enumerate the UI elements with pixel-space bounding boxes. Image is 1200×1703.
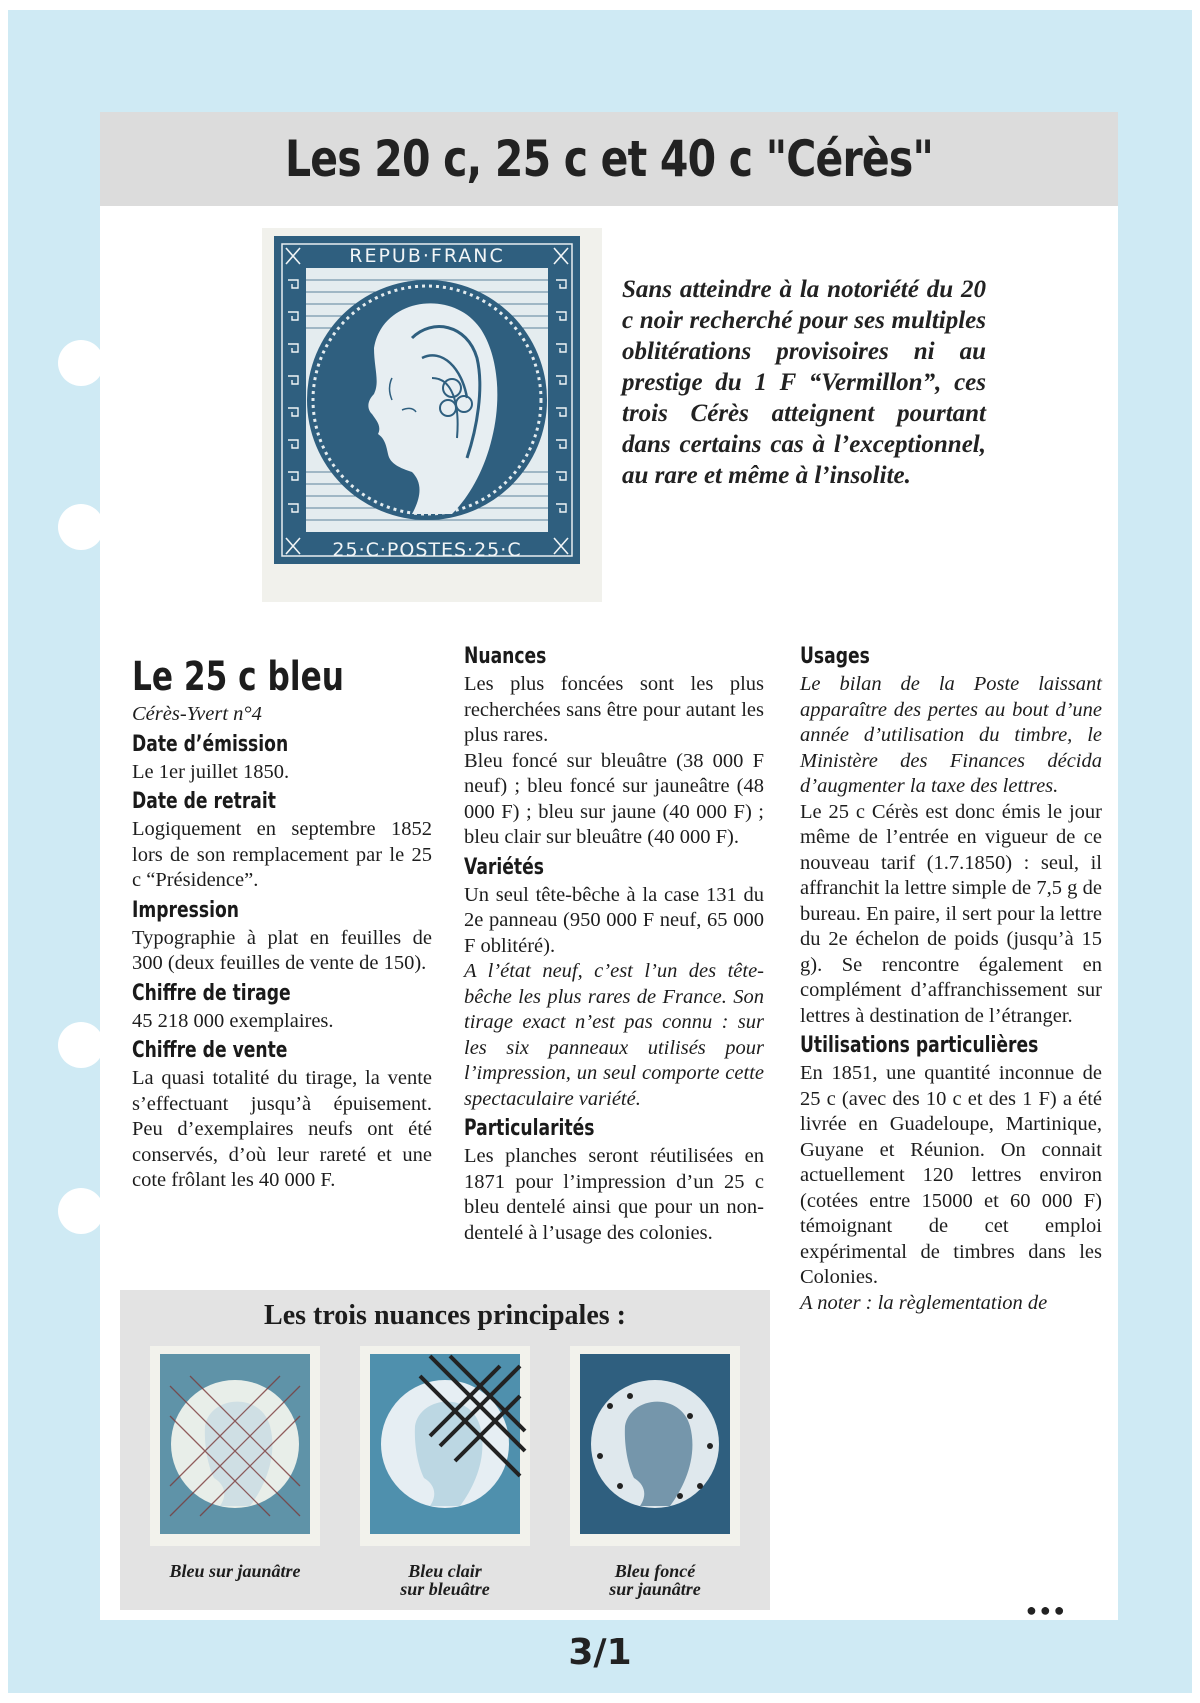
binder-hole bbox=[58, 1188, 104, 1234]
heading-emission: Date d’émission bbox=[132, 731, 289, 757]
heading-nuances: Nuances bbox=[464, 644, 547, 669]
page-number: 3/1 bbox=[568, 1632, 632, 1673]
heading-utilisations: Utilisations particulières bbox=[800, 1033, 1039, 1058]
column-1 bbox=[132, 652, 432, 1194]
continued-marker: ●●● bbox=[1026, 1600, 1068, 1620]
title-banner bbox=[100, 112, 1118, 206]
heading-tirage: Chiffre de tirage bbox=[132, 980, 291, 1006]
shades-panel bbox=[120, 1290, 770, 1610]
page-title: Les 20 c, 25 c et 40 c "Cérès" bbox=[284, 130, 934, 188]
shade-caption-3-line-1: Bleu foncé bbox=[614, 1561, 696, 1581]
stamp-top-text: REPUB·FRANC bbox=[349, 245, 505, 267]
shade-caption-3-line-2: sur jaunâtre bbox=[609, 1579, 701, 1599]
shade-caption-3 bbox=[560, 1562, 750, 1598]
binder-hole bbox=[58, 1022, 104, 1068]
heading-particularites: Particularités bbox=[464, 1116, 595, 1141]
text-varietes-note: A l’état neuf, c’est l’un des tête-bêche les plus rares de France. Son tirage exact n’est pas connu : sur les six panneaux utilisés pour l’impression, un seul comporte cette spectaculaire variété. bbox=[464, 960, 764, 1110]
shade-caption-1-line-1: Bleu sur jaunâtre bbox=[169, 1561, 301, 1581]
lead-paragraph: Sans atteindre à la notoriété du 20 c noir recherché pour ses multiples oblitérations provisoires ni au prestige du 1 F “Vermillon”, ces trois Cérès atteignent pourtant dans certains cas à l’exceptionnel, au rare et même à l’insolite. bbox=[622, 276, 986, 489]
page bbox=[100, 112, 1118, 1620]
shade-caption-2 bbox=[350, 1562, 540, 1598]
shades-title: Les trois nuances principales : bbox=[264, 1300, 626, 1331]
column-2 bbox=[464, 640, 764, 1246]
section-title: Le 25 c bleu bbox=[132, 654, 344, 700]
heading-retrait: Date de retrait bbox=[132, 789, 276, 814]
shade-caption-2-line-2: sur bleuâtre bbox=[400, 1579, 490, 1599]
text-varietes: Un seul tête-bêche à la case 131 du 2e panneau (950 000 F neuf, 65 000 F oblitéré). bbox=[464, 883, 764, 957]
text-utilisations: En 1851, une quantité inconnue de 25 c (avec des 10 c et des 1 F) a été livrée en Guadeloupe, Martinique, Guyane et Réunion. On connait actuellement 120 lettres environ (cotées entre 15000 et 60 000 F) témoignant de cet emploi expérimental de timbres dans les Colonies. bbox=[800, 1062, 1102, 1288]
text-utilisations-note: A noter : la règlementation de bbox=[800, 1291, 1048, 1314]
column-3 bbox=[800, 640, 1102, 1316]
text-retrait: Logiquement en septembre 1852 lors de son remplacement par le 25 c “Présidence”. bbox=[132, 818, 432, 891]
text-usages: Le 25 c Cérès est donc émis le jour même de l’entrée en vigueur de ce nouveau tarif (1.7.1850) : seul, il affranchit la lettre simple de 7,5 g de bureau. En paire, il sert pour la lettre du 2e échelon de poids (jusqu’à 15 g). Se rencontre également en complément d’affranchissement sur lettres à destination de l’étranger. bbox=[800, 800, 1102, 1027]
text-tirage: 45 218 000 exemplaires. bbox=[132, 1009, 334, 1032]
shade-caption-1 bbox=[140, 1562, 330, 1580]
text-vente: La quasi totalité du tirage, la vente s’effectuant jusqu’à épuisement. Peu d’exemplaires neufs ont été conservés, d’où leur rareté et une cote frôlant les 40 000 F. bbox=[132, 1067, 432, 1191]
heading-varietes: Variétés bbox=[464, 854, 544, 880]
text-impression: Typographie à plat en feuilles de 300 (deux feuilles de vente de 150). bbox=[132, 926, 432, 974]
binder-hole bbox=[58, 504, 104, 550]
shade-caption-2-line-1: Bleu clair bbox=[408, 1561, 482, 1581]
shade-stamp-2 bbox=[360, 1346, 530, 1546]
heading-vente: Chiffre de vente bbox=[132, 1038, 288, 1063]
stamp-illustration bbox=[262, 228, 602, 602]
text-emission: Le 1er juillet 1850. bbox=[132, 760, 290, 783]
shade-stamp-3 bbox=[570, 1346, 740, 1546]
text-nuances-details: Bleu foncé sur bleuâtre (38 000 F neuf) ; bleu foncé sur jaunеâtre (48 000 F) ; bleu sur jaune (40 000 F) ; bleu clair sur bleuâtre (40 000 F). bbox=[464, 749, 764, 848]
binder-hole bbox=[58, 340, 104, 386]
text-particularites: Les planches seront réutilisées en 1871 pour l’impression d’un 25 c bleu dentelé ainsi que pour un non-dentelé à l’usage des colonies. bbox=[464, 1145, 764, 1244]
heading-impression: Impression bbox=[132, 897, 239, 923]
stamp-bottom-text: 25·C·POSTES·25·C bbox=[332, 539, 522, 561]
ceres-stamp-25c bbox=[262, 228, 602, 602]
text-usages-intro: Le bilan de la Poste laissant apparaître des pertes au bout d’une année d’utilisation du timbre, le Ministère des Finances décida d’augmenter la taxe des lettres. bbox=[800, 673, 1102, 797]
section-subtitle: Cérès-Yvert n°4 bbox=[132, 703, 262, 725]
text-nuances: Les plus foncées sont les plus recherchées sans être pour autant les plus rares. bbox=[464, 673, 764, 746]
shade-stamp-1 bbox=[150, 1346, 320, 1546]
heading-usages: Usages bbox=[800, 644, 870, 669]
